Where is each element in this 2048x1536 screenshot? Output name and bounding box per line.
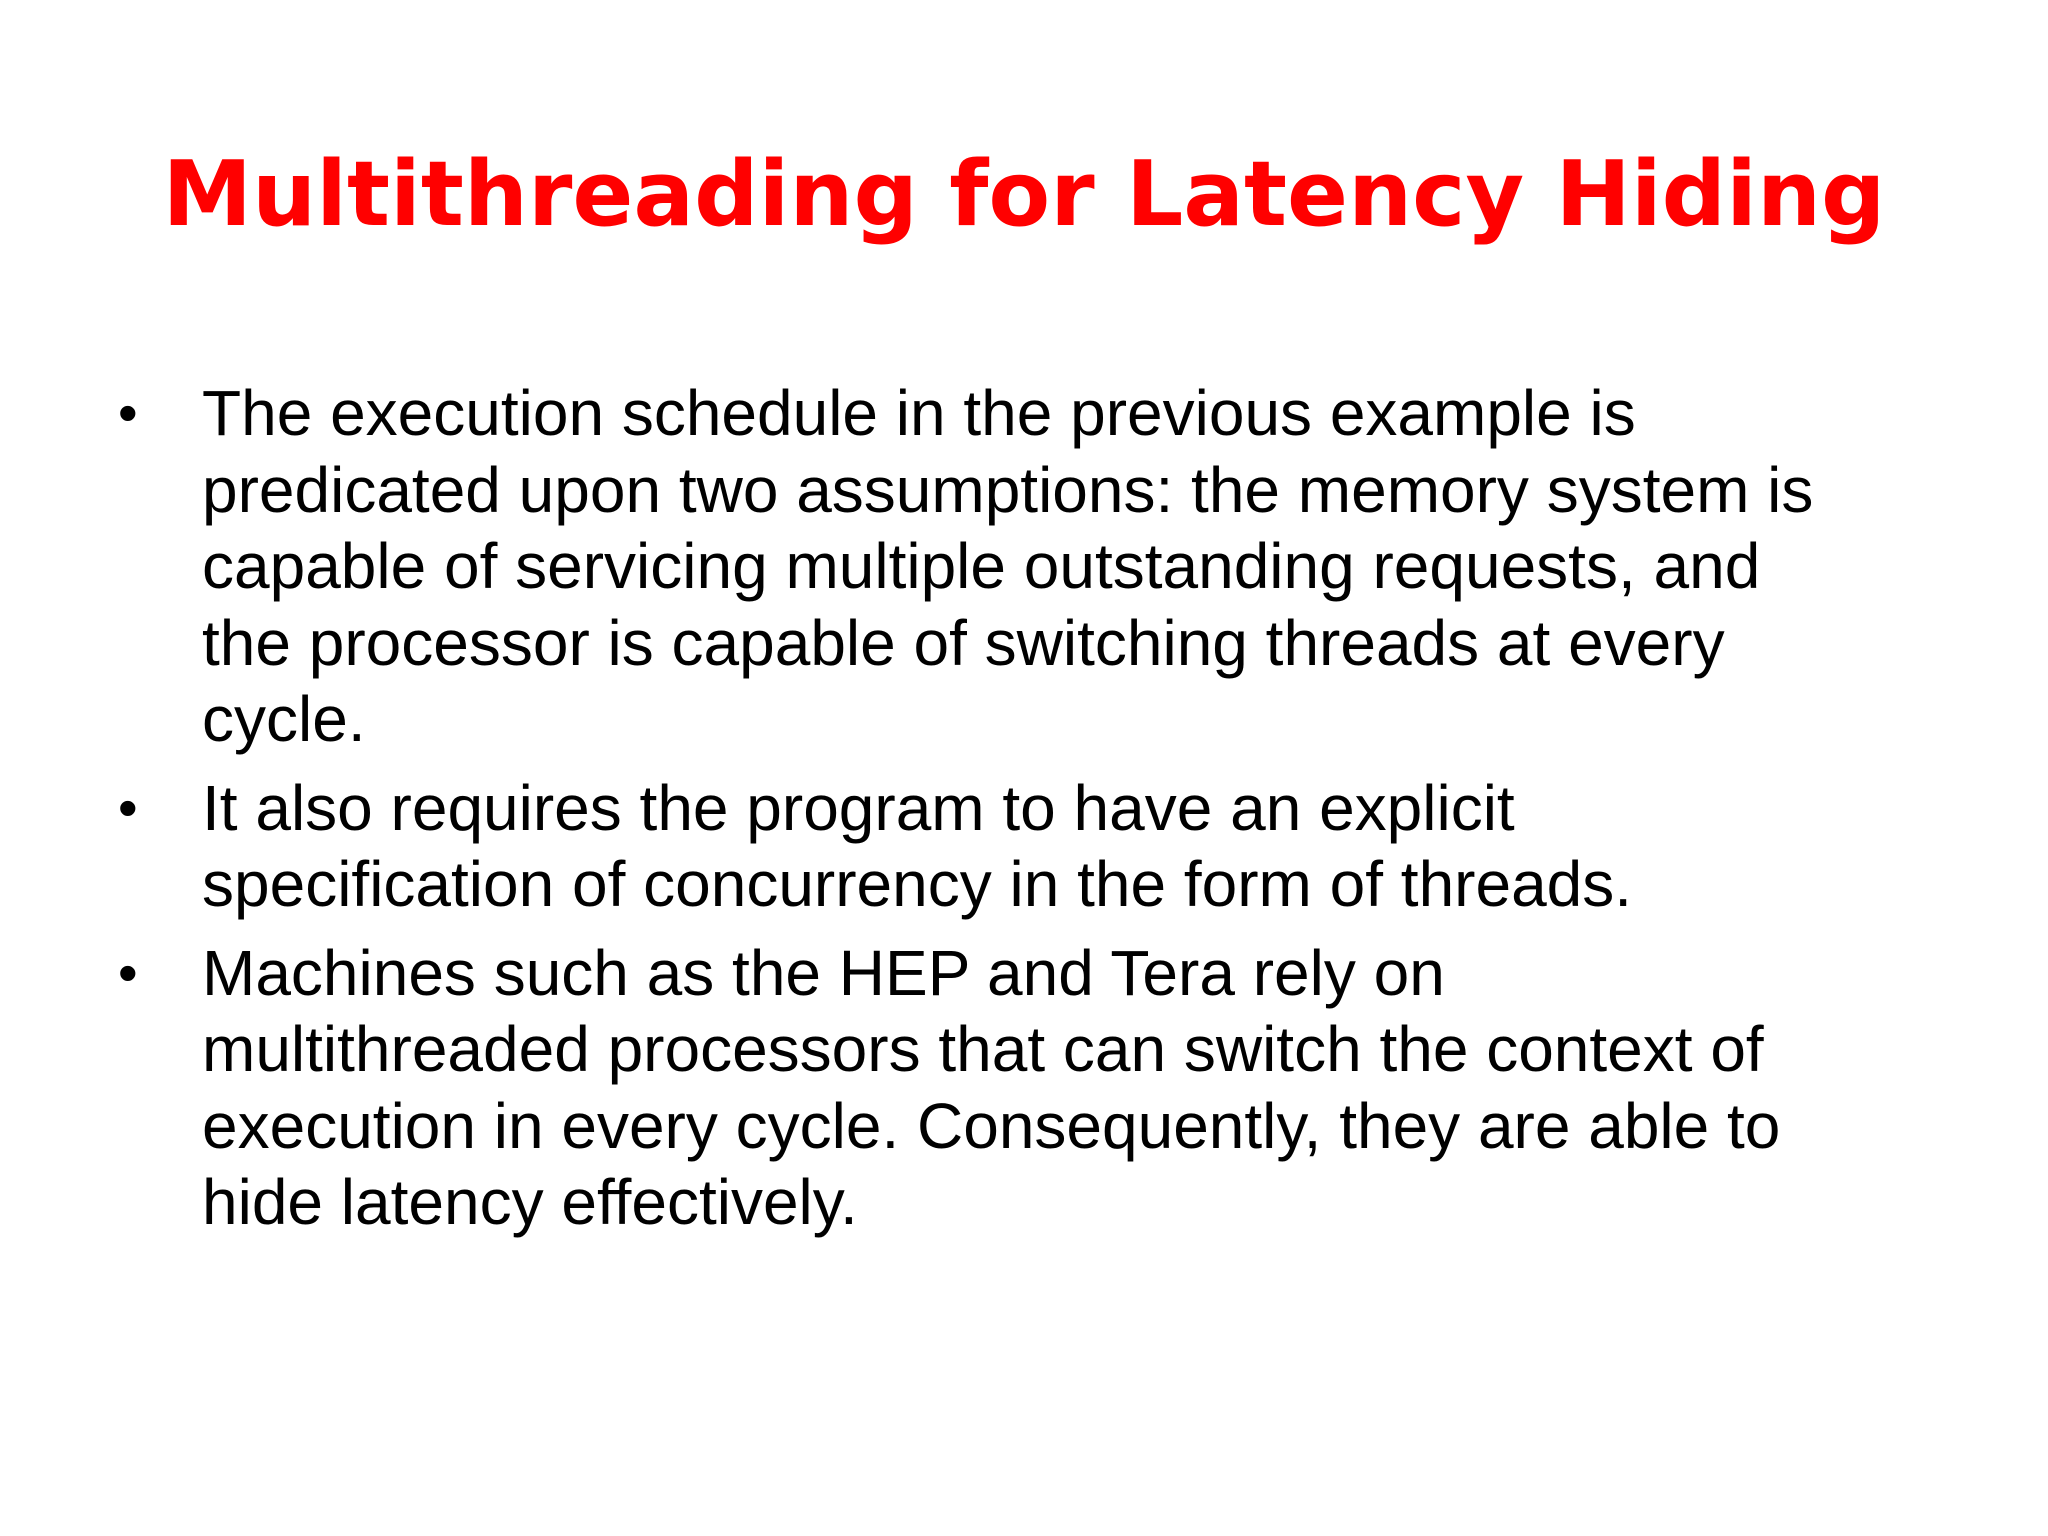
bullet-line: It also requires the program to have an explicit [202,771,1515,844]
bullet-line: predicated upon two assumptions: the memory system is [202,453,1814,526]
bullet-marker: • [118,381,138,444]
bullet-list [118,375,1998,1253]
bullet-line: execution in every cycle. Consequently, they are able to [202,1089,1781,1162]
bullet-line: the processor is capable of switching threads at every [202,606,1725,679]
bullet-line: cycle. [202,683,366,755]
bullet-line: hide latency effectively. [202,1166,858,1238]
bullet-item [118,935,1998,1241]
bullet-marker: • [118,940,138,1004]
bullet-line: Machines such as the HEP and Tera rely on [202,936,1445,1009]
bullet-item [118,770,1998,923]
bullet-line: multithreaded processors that can switch the context of [202,1013,1764,1085]
bullet-item [118,375,1998,758]
bullet-marker: • [118,775,138,839]
bullet-line: capable of servicing multiple outstanding requests, and [202,530,1761,602]
bullet-line: The execution schedule in the previous example is [202,377,1636,449]
bullet-line: specification of concurrency in the form of threads. [202,848,1633,920]
slide-title: Multithreading for Latency Hiding [162,142,1886,247]
